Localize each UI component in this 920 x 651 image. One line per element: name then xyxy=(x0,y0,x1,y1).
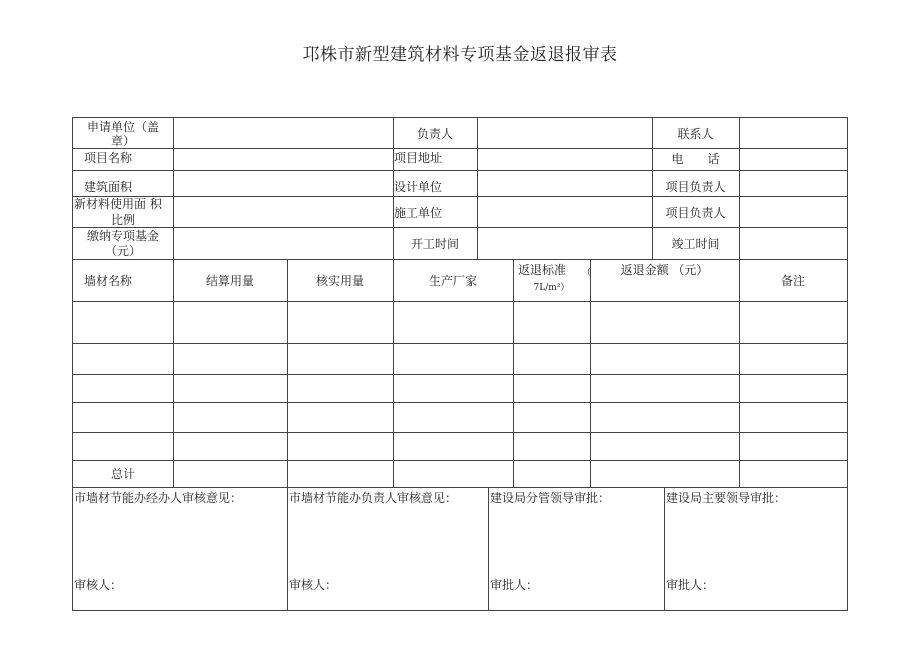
approval-director-label: 建设局主要领导审批： xyxy=(666,491,787,505)
applicant-unit-label: 申请单位（盖 xyxy=(86,120,159,134)
row-divider xyxy=(73,487,847,488)
approval-clerk-sign: 审核人： xyxy=(74,578,123,592)
row-divider xyxy=(73,460,847,461)
col-divider xyxy=(739,259,740,487)
col-header-remarks: 备注 xyxy=(780,274,805,288)
fund-paid-label-2: （元） xyxy=(104,244,141,258)
row-divider xyxy=(73,374,847,375)
project-manager-label: 项目负责人 xyxy=(665,180,726,194)
applicant-unit-label-2: 章） xyxy=(110,134,135,148)
approval-head-label: 市墙材节能办负责人审核意见： xyxy=(289,491,458,505)
material-ratio-label: 新材料使用面 积 xyxy=(74,197,162,211)
approval-head-sign: 审核人： xyxy=(289,578,338,592)
project-manager-label: 项目负责人 xyxy=(665,206,726,220)
col-divider xyxy=(477,118,478,259)
col-divider xyxy=(173,259,174,487)
row-divider xyxy=(73,227,847,228)
col-header-refund-amount: 返退金额 （元） xyxy=(620,263,709,277)
completion-time-label: 竣工时间 xyxy=(671,237,720,251)
approval-director-sign: 审批人： xyxy=(666,578,715,592)
row-divider xyxy=(73,432,847,433)
project-address-label: 项目地址 xyxy=(394,151,443,165)
row-divider xyxy=(73,196,847,197)
col-header-verified-amount: 核实用量 xyxy=(315,274,364,288)
row-divider xyxy=(73,402,847,403)
project-name-label: 项目名称 xyxy=(84,151,133,165)
col-divider xyxy=(393,259,394,487)
material-ratio-label-2: 比例 xyxy=(110,213,135,227)
approval-deputy-label: 建设局分管领导审批： xyxy=(490,491,611,505)
contact-person-label: 联系人 xyxy=(677,127,714,141)
row-divider xyxy=(73,343,847,344)
fund-paid-label: 缴纳专项基金 xyxy=(86,229,159,243)
total-label: 总计 xyxy=(110,467,135,481)
col-divider xyxy=(173,118,174,259)
person-in-charge-label: 负责人 xyxy=(416,127,453,141)
col-header-refund-standard-unit: 7L/m²） xyxy=(533,283,570,293)
col-header-settled-amount: 结算用量 xyxy=(205,274,254,288)
building-area-label: 建筑面积 xyxy=(84,180,133,194)
approval-clerk-label: 市墙材节能办经办人审核意见： xyxy=(74,491,243,505)
start-time-label: 开工时间 xyxy=(410,237,459,251)
col-header-wall-material: 墙材名称 xyxy=(84,274,133,288)
col-divider xyxy=(739,118,740,259)
col-divider xyxy=(590,259,591,487)
col-header-refund-standard: 返退标准 xyxy=(518,263,567,277)
design-unit-label: 设计单位 xyxy=(394,180,443,194)
col-divider xyxy=(664,487,665,610)
col-header-manufacturer: 生产厂家 xyxy=(428,274,477,288)
row-divider xyxy=(73,170,847,171)
refund-approval-form xyxy=(72,117,848,611)
phone-label: 电 话 xyxy=(671,152,720,166)
construction-unit-label: 施工单位 xyxy=(394,206,443,220)
form-title: 邛株市新型建筑材料专项基金返退报审表 xyxy=(302,45,618,65)
col-divider xyxy=(287,487,288,610)
col-header-refund-standard-paren: （ xyxy=(582,268,592,278)
row-divider xyxy=(73,148,847,149)
approval-deputy-sign: 审批人： xyxy=(490,578,539,592)
col-divider xyxy=(488,487,489,610)
row-divider xyxy=(73,301,847,302)
col-divider xyxy=(287,259,288,487)
row-divider xyxy=(73,259,847,260)
